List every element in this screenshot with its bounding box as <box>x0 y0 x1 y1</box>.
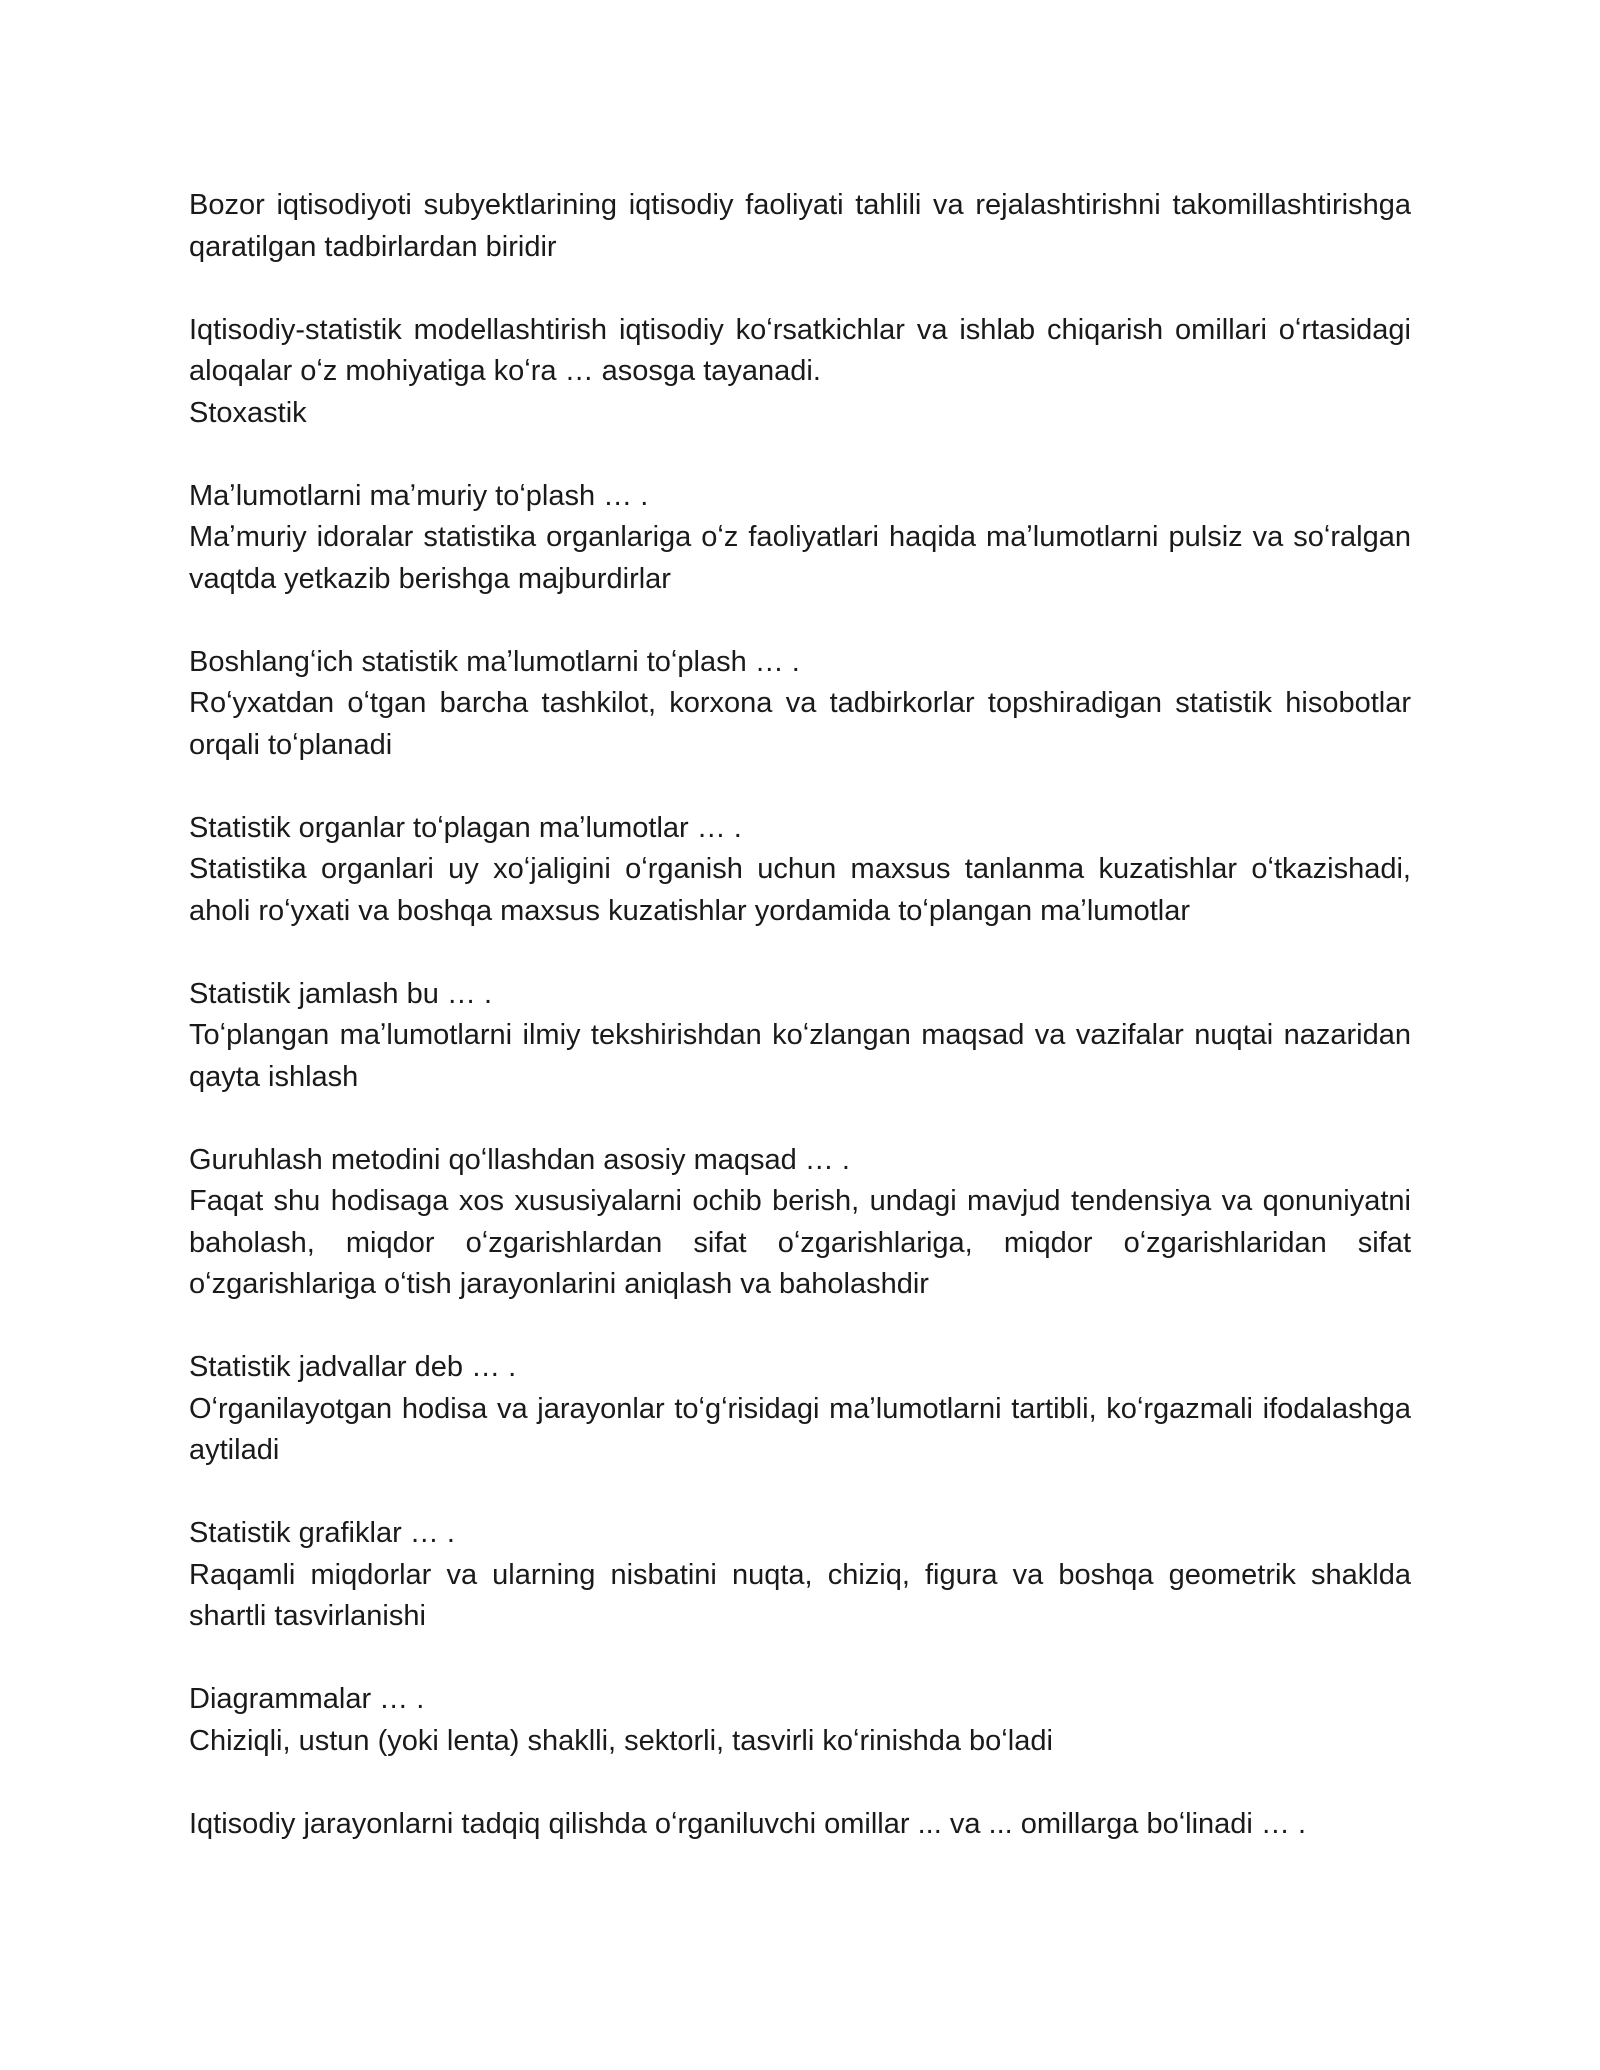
question-text: Statistik grafiklar … . <box>189 1517 455 1549</box>
question-text: Boshlangʻich statistik maʼlumotlarni toʻplash … . <box>189 645 800 678</box>
question-block <box>189 808 1411 933</box>
question-text: Iqtisodiy-statistik modellashtirish iqtisodiy koʻrsatkichlar va ishlab chiqarish omillari oʻrtasidagi aloqalar oʻz mohiyatiga koʻra … asosga tayanadi. <box>189 313 1411 387</box>
question-text: Maʼlumotlarni maʼmuriy toʻplash … . <box>189 479 649 512</box>
answer-text: Toʻplangan maʼlumotlarni ilmiy tekshirishdan koʻzlangan maqsad va vazifalar nuqtai nazaridan qayta ishlash <box>189 1019 1411 1093</box>
document-body <box>189 185 1411 1887</box>
question-block <box>189 1140 1411 1306</box>
question-text: Iqtisodiy jarayonlarni tadqiq qilishda oʻrganiluvchi omillar ... va ... omillarga boʻlinadi … . <box>189 1807 1307 1840</box>
answer-text: Faqat shu hodisaga xos xususiyalarni ochib berish, undagi mavjud tendensiya va qonuniyatni baholash, miqdor oʻzgarishlardan sifat oʻzgarishlariga, miqdor oʻzgarishlaridan sifat oʻzgarishlariga oʻtish jarayonlarini aniqlash va baholashdir <box>189 1185 1411 1300</box>
answer-text: Raqamli miqdorlar va ularning nisbatini nuqta, chiziq, figura va boshqa geometrik shaklda shartli tasvirlanishi <box>189 1558 1411 1632</box>
question-block <box>189 1513 1411 1638</box>
question-text: Diagrammalar … . <box>189 1683 425 1715</box>
question-block <box>189 1804 1411 1846</box>
answer-text: Chiziqli, ustun (yoki lenta) shaklli, sektorli, tasvirli koʻrinishda boʻladi <box>189 1724 1053 1757</box>
question-block <box>189 642 1411 767</box>
question-block <box>189 476 1411 601</box>
answer-text: Stoxastik <box>189 396 307 429</box>
answer-text: Statistika organlari uy xoʻjaligini oʻrganish uchun maxsus tanlanma kuzatishlar oʻtkazishadi, aholi roʻyxati va boshqa maxsus kuzatishlar yordamida toʻplangan maʼlumotlar <box>189 853 1411 927</box>
question-text: Statistik organlar toʻplagan maʼlumotlar … . <box>189 811 742 844</box>
answer-text: Maʼmuriy idoralar statistika organlariga oʻz faoliyatlari haqida maʼlumotlarni pulsiz va soʻralgan vaqtda yetkazib berishga majburdirlar <box>189 521 1411 595</box>
question-text: Statistik jadvallar deb … . <box>189 1351 517 1383</box>
question-block <box>189 1679 1411 1762</box>
question-text: Statistik jamlash bu … . <box>189 977 492 1010</box>
paragraph-block <box>189 185 1411 268</box>
question-text: Guruhlash metodini qoʻllashdan asosiy maqsad … . <box>189 1143 850 1176</box>
question-block <box>189 1347 1411 1472</box>
answer-text: Oʻrganilayotgan hodisa va jarayonlar toʻgʻrisidagi maʼlumotlarni tartibli, koʻrgazmali ifodalashga aytiladi <box>189 1392 1411 1466</box>
question-block <box>189 310 1411 435</box>
paragraph-text: Bozor iqtisodiyoti subyektlarining iqtisodiy faoliyati tahlili va rejalashtirishni takomillashtirishga qaratilgan tadbirlardan biridir <box>189 189 1411 263</box>
question-block <box>189 974 1411 1099</box>
answer-text: Roʻyxatdan oʻtgan barcha tashkilot, korxona va tadbirkorlar topshiradigan statistik hisobotlar orqali toʻplanadi <box>189 687 1411 761</box>
